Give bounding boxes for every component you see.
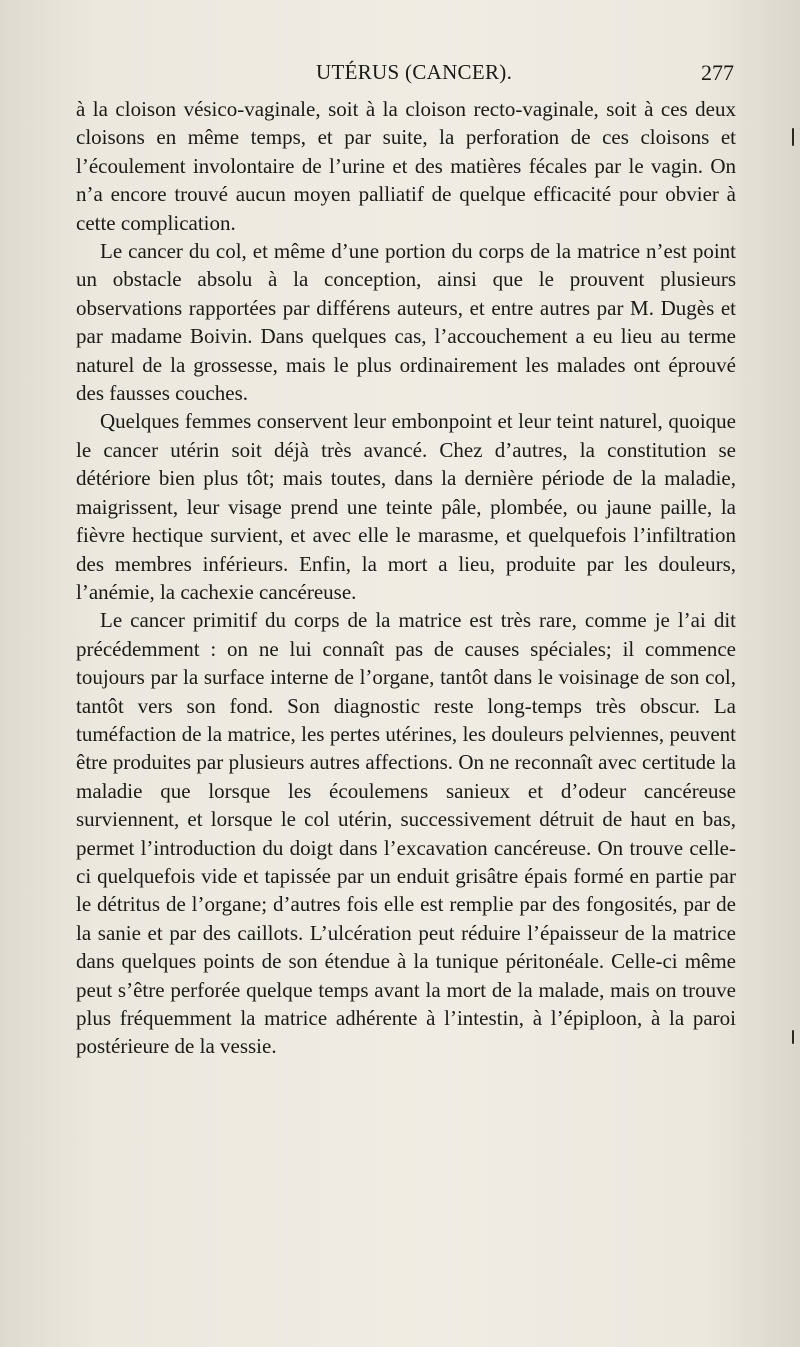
paragraph: Le cancer primitif du corps de la matrice est très rare, comme je l’ai dit précédemment : on ne lui connaît pas de causes spéciales; il commence toujours par la surface interne de l’organe, tantôt dans le voisinage de son col, tantôt vers son fond. Son diagnostic reste long-temps très obscur. La tuméfaction de la matrice, les pertes utérines, les douleurs pelviennes, peuvent être produites par plusieurs autres affections. On ne reconnaît avec certitude la maladie que lorsque les écoulemens sanieux et d’odeur cancéreuse surviennent, et lorsque le col utérin, successivement détruit de haut en bas, permet l’introduction du doigt dans l’excavation cancéreuse. On trouve celle-ci quelquefois vide et tapissée par un enduit grisâtre épais formé en partie par le détritus de l’organe; d’autres fois elle est remplie par des fongosités, par de la sanie et par des caillots. L’ulcération peut réduire l’épaisseur de la matrice dans quelques points de son étendue à la tunique péritonéale. Celle-ci même peut s’être perforée quelque temps avant la mort de la malade, mais on trouve plus fréquemment la matrice adhérente à l’intestin, à l’épiploon, à la paroi postérieure de la vessie. [76,608,736,1059]
paragraph: Quelques femmes conservent leur embonpoint et leur teint naturel, quoique le cancer utérin soit déjà très avancé. Chez d’autres, la constitution se détériore bien plus tôt; mais toutes, dans la dernière période de la maladie, maigrissent, leur visage prend une teinte pâle, plombée, ou jaune paille, la fièvre hectique survient, et avec elle le marasme, et quelquefois l’infiltration des membres inférieurs. Enfin, la mort a lieu, produite par les douleurs, l’anémie, la cachexie cancéreuse. [76,409,736,604]
paragraph: Le cancer du col, et même d’une portion du corps de la matrice n’est point un obstacle absolu à la conception, ainsi que le prouvent plusieurs observations rapportées par différens auteurs, et entre autres par M. Dugès et par madame Boivin. Dans quelques cas, l’accouchement a eu lieu au terme naturel de la grossesse, mais le plus ordinairement les malades ont éprouvé des fausses couches. [76,239,736,406]
running-title: UTÉRUS (CANCER). [316,60,513,84]
paragraph: à la cloison vésico-vaginale, soit à la cloison recto-vaginale, soit à ces deux cloisons en même temps, et par suite, la perforation de ces cloisons et l’écoulement involontaire de l’urine et des matières fécales par le vagin. On n’a encore trouvé aucun moyen palliatif de quelque efficacité pour obvier à cette complication. [76,97,736,235]
page-edge-mark [792,1030,794,1044]
body-text [76,95,736,1061]
page-header [76,60,734,90]
page-number: 277 [701,60,734,85]
page-edge-mark [792,128,794,146]
